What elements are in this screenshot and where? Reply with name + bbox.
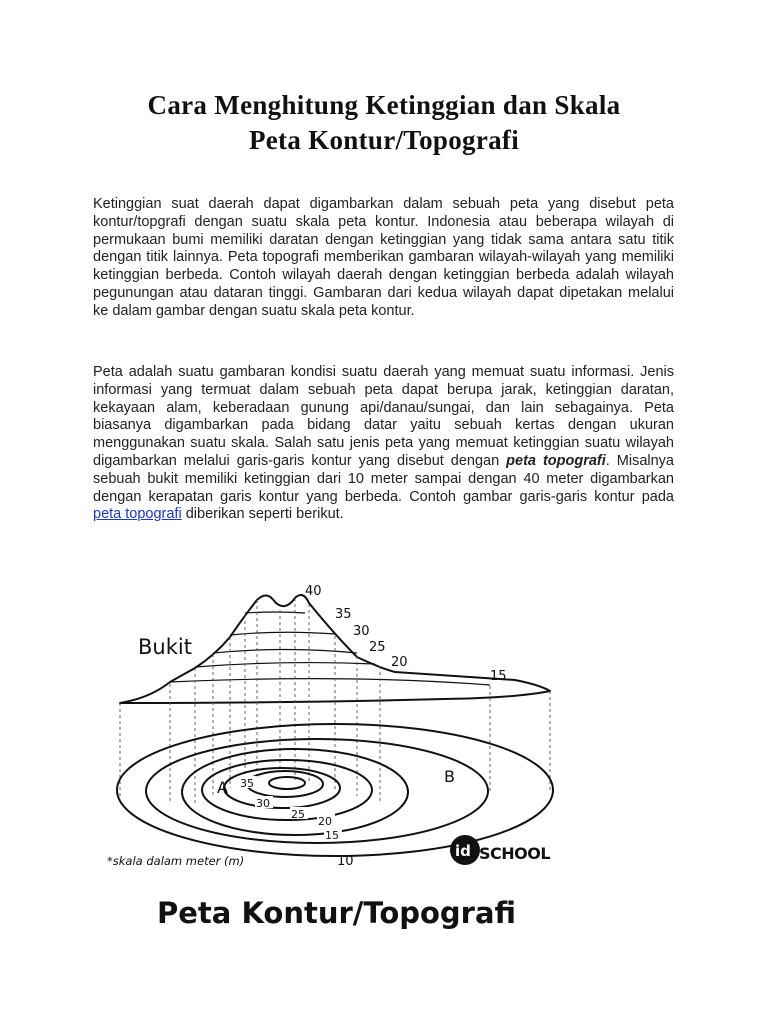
side-label-40: 40 bbox=[305, 584, 322, 599]
map-label-20: 20 bbox=[318, 815, 332, 828]
scale-note: *skala dalam meter (m) bbox=[107, 854, 245, 868]
point-b-label: B bbox=[444, 767, 455, 786]
side-label-30: 30 bbox=[353, 624, 370, 639]
idschool-logo bbox=[450, 835, 550, 865]
map-label-10: 10 bbox=[337, 854, 354, 869]
map-label-35: 35 bbox=[240, 777, 254, 790]
side-label-15: 15 bbox=[490, 669, 507, 684]
contour-map-figure bbox=[95, 570, 575, 955]
map-label-30: 30 bbox=[256, 797, 270, 810]
side-label-25: 25 bbox=[369, 640, 386, 655]
paragraph-1: Ketinggian suat daerah dapat digambarkan dalam sebuah peta yang disebut peta kontur/topgrafi dengan suatu skala peta kontur. Indonesia atau beberapa wilayah di permukaan bumi memiliki daratan dengan ketinggian yang tidak sama antara satu titik dengan titik lainnya. Peta topografi memberikan gambaran wilayah-wilayah yang memiliki ketinggian berbeda. Contoh wilayah daerah dengan ketinggian berbeda adalah wilayah pegunungan atau dataran tinggi. Gambaran dari kedua wilayah dapat dipetakan melalui ke dalam gambar dengan suatu skala peta kontur. bbox=[93, 196, 674, 319]
contour-ring-35 bbox=[247, 771, 323, 797]
side-label-35: 35 bbox=[335, 607, 352, 622]
page-title bbox=[60, 88, 708, 158]
paragraph-2-text-end: diberikan seperti berikut. bbox=[181, 506, 344, 523]
logo-school-text: SCHOOL bbox=[479, 844, 551, 863]
title-line-1: Cara Menghitung Ketinggian dan Skala bbox=[147, 90, 621, 120]
peta-topografi-link[interactable]: peta topografi bbox=[93, 506, 182, 523]
logo-id-text: id bbox=[455, 842, 471, 860]
hill-label: Bukit bbox=[138, 635, 192, 659]
point-a-label: A bbox=[217, 778, 228, 797]
paragraph-2 bbox=[93, 364, 674, 524]
title-line-2: Peta Kontur/Topografi bbox=[248, 125, 520, 155]
map-label-25: 25 bbox=[291, 808, 305, 821]
figure-caption: Peta Kontur/Topografi bbox=[157, 896, 517, 930]
paragraph-2-text-after: . Misalnya sebuah bukit memiliki ketinggian dari 10 meter sampai dengan 40 meter digambarkan dengan kerapatan garis kontur yang berbeda. Contoh gambar garis-garis kontur pada bbox=[93, 452, 674, 505]
bold-term-peta-topografi: peta topografi bbox=[506, 452, 606, 469]
map-label-15: 15 bbox=[325, 829, 339, 842]
side-label-20: 20 bbox=[391, 655, 408, 670]
paragraph-2-text-before: Peta adalah suatu gambaran kondisi suatu daerah yang memuat suatu informasi. Jenis informasi yang termuat dalam sebuah peta dapat berupa jarak, ketinggian daratan, kekayaan alam, keberadaan gunung api/danau/sungai, dan lain sebagainya. Peta biasanya digambarkan pada bidang datar yaitu sebuah kertas dengan ukuran menggunakan suatu skala. Salah satu jenis peta yang memuat ketinggian suatu wilayah digambarkan melalui garis-garis kontur yang disebut dengan bbox=[93, 364, 674, 469]
contour-ring-40 bbox=[269, 777, 305, 789]
